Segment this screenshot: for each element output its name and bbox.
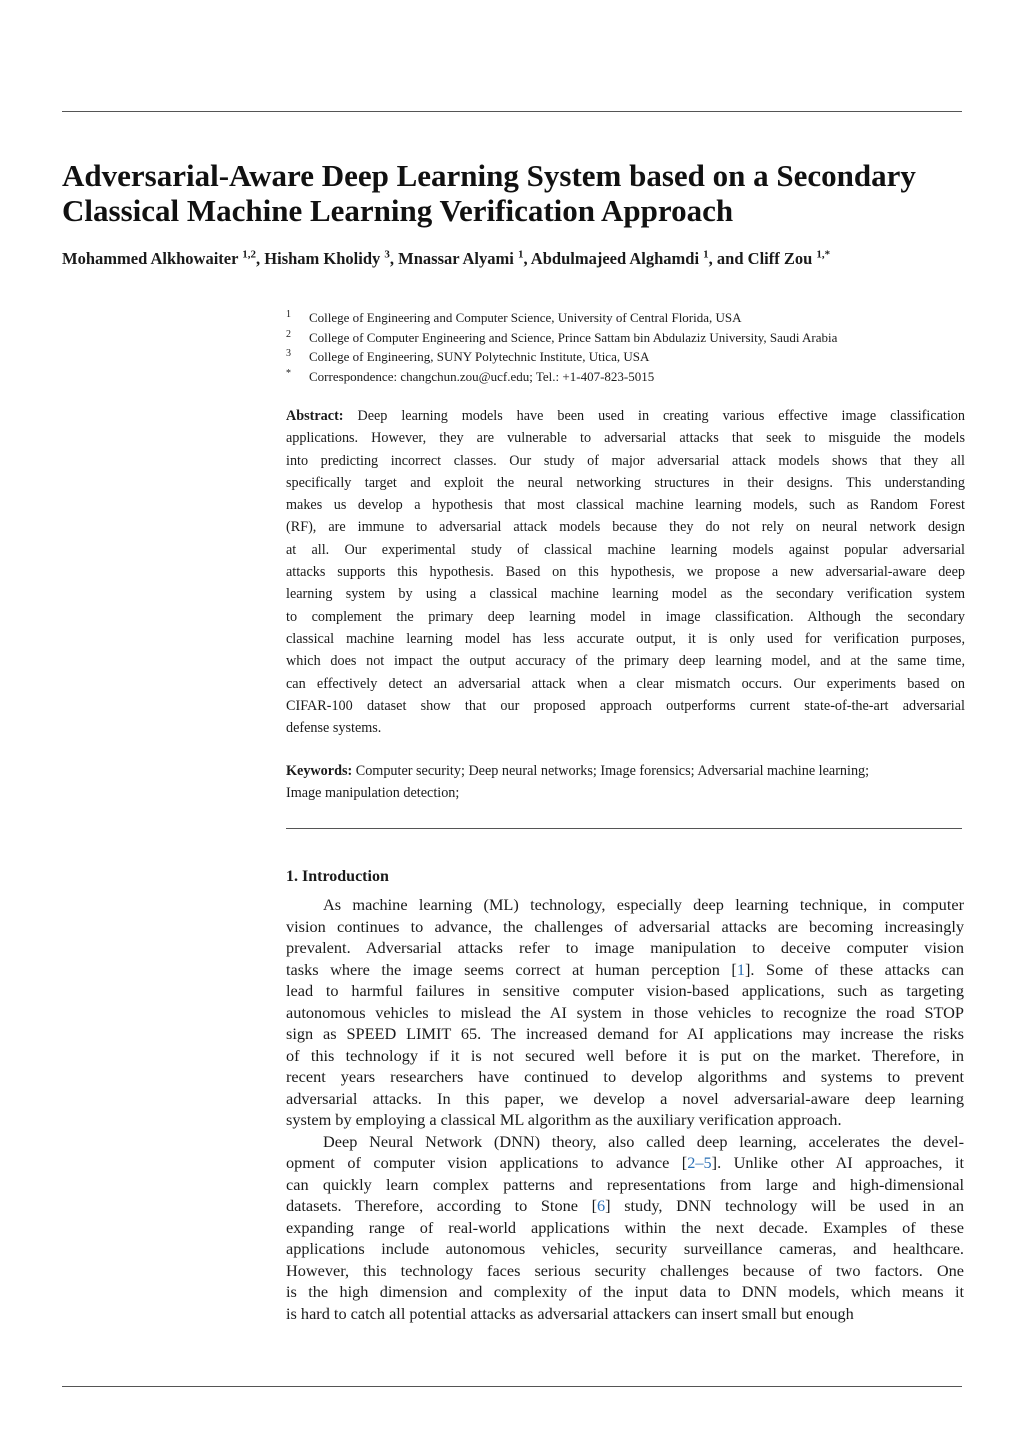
abstract-line <box>286 673 965 695</box>
introduction-body <box>286 894 964 1324</box>
author-name: Abdulmajeed Alghamdi <box>530 249 700 268</box>
body-text: autonomous vehicles to mislead the AI system in those vehicles to recognize the road STOP <box>286 1002 964 1022</box>
author-separator: , <box>256 249 265 268</box>
abstract-text: can effectively detect an adversarial attack when a clear mismatch occurs. Our experiments based on <box>286 675 965 692</box>
body-text: However, this technology faces serious security challenges because of two factors. One <box>286 1260 964 1280</box>
abstract-line <box>286 695 965 717</box>
author-affiliation-marker: 1 <box>703 248 709 261</box>
abstract-line <box>286 628 965 650</box>
abstract-line <box>286 606 965 628</box>
section-heading: 1. Introduction <box>286 868 389 885</box>
body-text: adversarial attacks. In this paper, we develop a novel adversarial-aware deep learning <box>286 1088 964 1108</box>
affiliation-marker: 1 <box>286 309 291 320</box>
body-text: is hard to catch all potential attacks as adversarial attackers can insert small but enough <box>286 1303 854 1323</box>
body-text: lead to harmful failures in sensitive computer vision-based applications, such as targeting <box>286 981 964 1000</box>
abstract-text: learning system by using a classical machine learning model as the secondary verification system <box>286 586 965 603</box>
abstract-text: to complement the primary deep learning model in image classification. Although the secondary <box>286 608 965 625</box>
affiliation-item <box>286 347 966 367</box>
body-text: prevalent. Adversarial attacks refer to image manipulation to deceive computer vision <box>286 938 964 957</box>
body-text: ]. Unlike other AI approaches, it <box>711 1153 965 1172</box>
body-line <box>286 916 964 938</box>
author-name: Cliff Zou <box>747 249 813 268</box>
title-line: Adversarial-Aware Deep Learning System based on a Secondary <box>62 158 916 193</box>
affiliation-text: College of Computer Engineering and Science, Prince Sattam bin Abdulaziz University, Saudi Arabia <box>309 329 838 345</box>
author-separator: , and <box>708 249 748 268</box>
body-line <box>286 1217 964 1239</box>
citation-link[interactable]: 6 <box>597 1196 606 1215</box>
abstract-text: Deep learning models have been used in creating various effective image classification <box>357 408 965 424</box>
abstract-text: classical machine learning model has less accurate output, it is only used for verification purposes, <box>286 630 965 647</box>
author-affiliation-marker: 1 <box>517 248 524 261</box>
keywords <box>286 760 965 805</box>
abstract-text: applications. However, they are vulnerable to adversarial attacks that seek to misguide the models <box>286 430 965 447</box>
abstract-text: specifically target and exploit the neural networking structures in their designs. This understanding <box>286 474 965 491</box>
footer-rule <box>62 1386 962 1387</box>
body-line <box>286 1066 964 1088</box>
body-line <box>286 1088 964 1110</box>
abstract-text: at all. Our experimental study of classical machine learning models against popular adversarial <box>286 541 965 558</box>
author-separator: , <box>523 249 531 268</box>
author-name: Hisham Kholidy <box>264 249 381 268</box>
abstract-line <box>286 405 965 427</box>
body-line <box>286 1045 964 1067</box>
body-text: tasks where the image seems correct at human perception [ <box>286 959 737 979</box>
body-line <box>286 1281 964 1303</box>
body-line <box>286 1023 964 1045</box>
abstract-line <box>286 494 965 516</box>
body-text: As machine learning (ML) technology, especially deep learning technique, in computer <box>323 895 964 914</box>
body-line <box>286 1109 964 1131</box>
body-line <box>286 1303 964 1325</box>
keywords-label: Keywords: <box>286 763 353 779</box>
author-list <box>62 249 982 269</box>
keywords-line <box>286 782 965 804</box>
body-line <box>286 980 964 1002</box>
body-text: Deep Neural Network (DNN) theory, also called deep learning, accelerates the devel- <box>323 1131 964 1151</box>
affiliation-marker: 3 <box>286 348 291 359</box>
abstract-text: CIFAR-100 dataset show that our proposed approach outperforms current state-of-the-art adversarial <box>286 697 965 714</box>
body-line <box>286 1238 964 1260</box>
citation-link[interactable]: 1 <box>736 959 745 979</box>
keywords-text: Image manipulation detection; <box>286 785 460 802</box>
abstract-text: which does not impact the output accuracy of the primary deep learning model, and at the same time, <box>286 653 965 670</box>
abstract-line <box>286 450 965 472</box>
body-text: applications include autonomous vehicles, security surveillance cameras, and healthcare. <box>286 1239 964 1258</box>
abstract-line <box>286 561 965 583</box>
abstract-text: into predicting incorrect classes. Our study of major adversarial attack models shows that they all <box>286 452 965 469</box>
keywords-text: Computer security; Deep neural networks; Image forensics; Adversarial machine learning; <box>355 763 870 779</box>
abstract-line <box>286 583 965 605</box>
body-text: system by employing a classical ML algorithm as the auxiliary verification approach. <box>286 1110 842 1129</box>
abstract-text: (RF), are immune to adversarial attack models because they do not rely on neural network design <box>286 519 965 536</box>
body-text: ]. Some of these attacks can <box>745 959 964 979</box>
body-line <box>286 937 964 959</box>
body-text: expanding range of real-world applications within the next decade. Examples of these <box>286 1217 964 1237</box>
body-text: datasets. Therefore, according to Stone [ <box>286 1196 598 1215</box>
affiliation-item <box>286 367 966 387</box>
body-line <box>286 894 964 916</box>
body-line <box>286 959 964 981</box>
body-text: opment of computer vision applications to advance [ <box>286 1153 688 1172</box>
abstract <box>286 405 965 739</box>
abstract-line <box>286 650 965 672</box>
body-line <box>286 1174 964 1196</box>
body-line <box>286 1195 964 1217</box>
abstract-line <box>286 516 965 538</box>
affiliation-marker: * <box>286 367 291 379</box>
author-name: Mohammed Alkhowaiter <box>62 249 239 268</box>
author-affiliation-marker: 1,* <box>816 248 831 261</box>
citation-link[interactable]: 2–5 <box>687 1153 712 1172</box>
body-text: sign as SPEED LIMIT 65. The increased demand for AI applications may increase the risks <box>286 1024 964 1043</box>
keywords-line <box>286 760 965 782</box>
affiliation-text: College of Engineering and Computer Science, University of Central Florida, USA <box>309 310 742 325</box>
body-line <box>286 1260 964 1282</box>
header-rule <box>62 111 962 112</box>
abstract-line <box>286 427 965 449</box>
affiliation-text: Correspondence: changchun.zou@ucf.edu; Tel.: +1-407-823-5015 <box>309 368 655 384</box>
affiliation-text: College of Engineering, SUNY Polytechnic Institute, Utica, USA <box>309 349 650 364</box>
abstract-label: Abstract: <box>286 408 344 424</box>
author-affiliation-marker: 3 <box>384 248 390 261</box>
affiliation-list <box>286 308 966 386</box>
affiliation-item <box>286 328 966 348</box>
body-text: of this technology if it is not secured well before it is put on the market. Therefore, in <box>286 1045 964 1065</box>
author-separator: , <box>389 249 399 268</box>
abstract-line <box>286 539 965 561</box>
section-divider <box>286 828 962 829</box>
body-text: vision continues to advance, the challenges of adversarial attacks are becoming increasingly <box>286 916 964 936</box>
body-line <box>286 1131 964 1153</box>
body-text: ] study, DNN technology will be used in an <box>605 1196 964 1215</box>
affiliation-marker: 2 <box>286 328 291 340</box>
author-affiliation-marker: 1,2 <box>242 248 257 261</box>
affiliation-item <box>286 308 966 328</box>
author-name: Mnassar Alyami <box>398 249 514 268</box>
abstract-text: defense systems. <box>286 720 382 737</box>
title-line: Classical Machine Learning Verification Approach <box>62 193 734 228</box>
abstract-text: attacks supports this hypothesis. Based on this hypothesis, we propose a new adversarial-aware deep <box>286 564 965 581</box>
paper-title <box>62 158 972 228</box>
abstract-text: makes us develop a hypothesis that most classical machine learning models, such as Random Forest <box>286 497 965 514</box>
abstract-line <box>286 717 965 739</box>
body-text: can quickly learn complex patterns and representations from large and high-dimensional <box>286 1174 964 1194</box>
body-line <box>286 1002 964 1024</box>
abstract-line <box>286 472 965 494</box>
body-text: is the high dimension and complexity of the input data to DNN models, which means it <box>286 1282 964 1301</box>
body-text: recent years researchers have continued to develop algorithms and systems to prevent <box>286 1067 964 1086</box>
body-line <box>286 1152 964 1174</box>
